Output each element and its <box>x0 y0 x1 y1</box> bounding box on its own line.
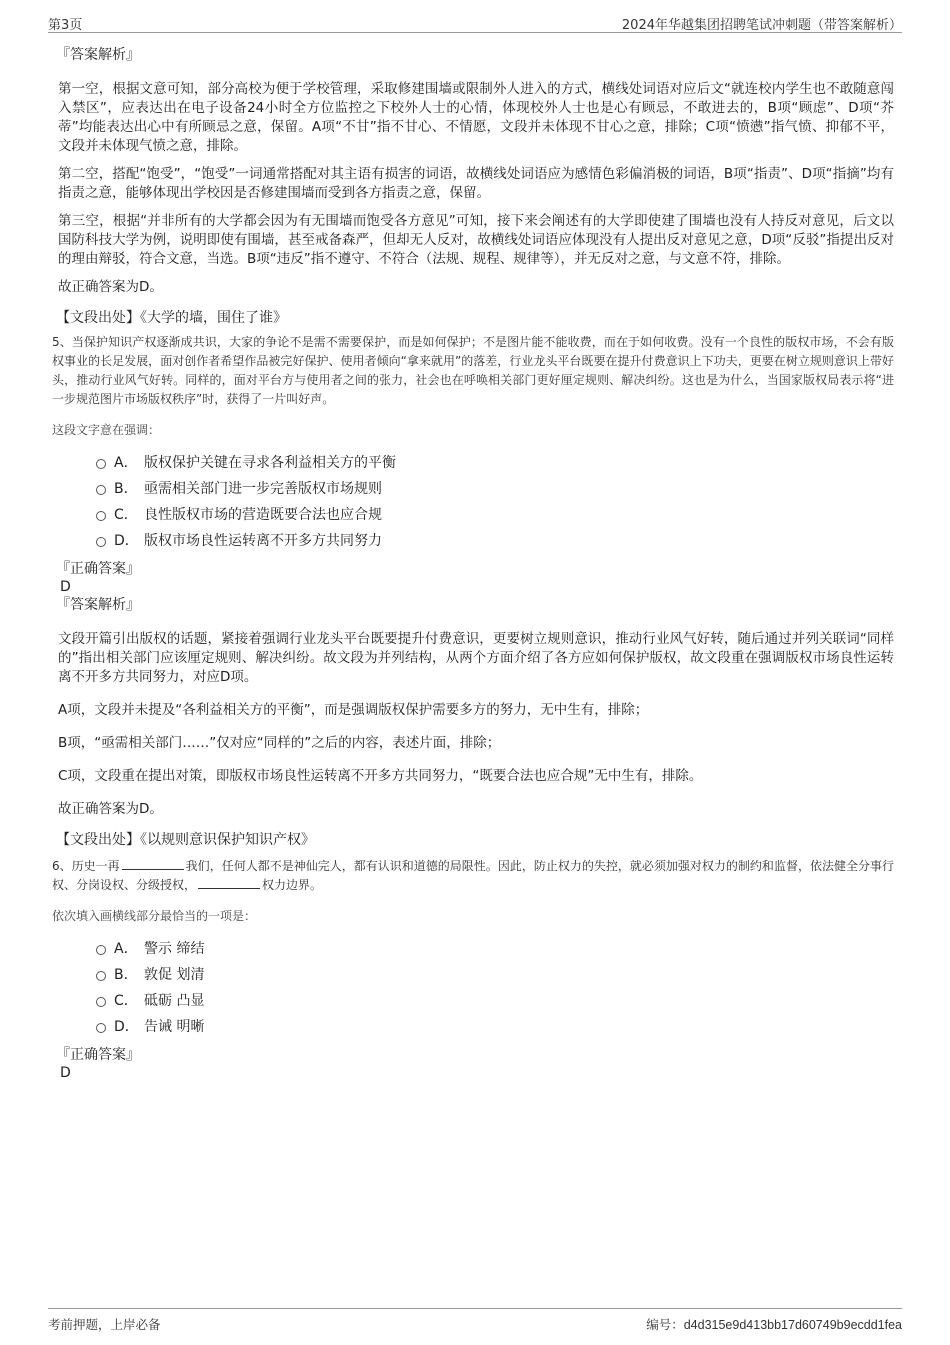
analysis-conclusion: 故正确答案为D。 <box>58 801 163 817</box>
document-id: 编号：d4d315e9d413bb17d60749b9ecdd1fea <box>646 1318 902 1332</box>
correct-answer-label: 『正确答案』 <box>56 1047 140 1063</box>
radio-icon[interactable] <box>96 459 106 469</box>
question-6-prompt: 依次填入画横线部分最恰当的一项是： <box>52 909 257 923</box>
page-number: 第3页 <box>48 18 83 33</box>
page-footer <box>48 1308 902 1333</box>
analysis-paragraph: B项，“亟需相关部门……”仅对应“同样的”之后的内容，表述片面，排除； <box>58 735 501 751</box>
option-d[interactable]: D． 告诫 明晰 <box>96 1014 894 1040</box>
analysis-paragraph: 第一空，根据文意可知，部分高校为便于学校管理，采取修建围墙或限制外人进入的方式，横线处词语对应后文“就连校内学生也不敢随意闯入禁区”，应表达出在电子设备24小时全方位监控之下校外人士的心情，体现校外人士也是心有顾忌，不敢进去的，B项“顾虑”、D项“芥蒂”均能表达出心中有所顾忌之意，保留。A项“不甘”指不甘心、不情愿，文段并未体现不甘心之意，排除；C项“愤懑”指气愤、抑郁不平，文段并未体现气愤之意，排除。 <box>58 81 894 154</box>
option-a[interactable]: A． 警示 缔结 <box>96 936 894 962</box>
analysis-conclusion: 故正确答案为D。 <box>58 279 163 295</box>
source-line <box>56 831 894 849</box>
analysis-paragraph: C项，文段重在提出对策，即版权市场良性运转离不开多方共同努力，“既要合法也应合规”无中生有，排除。 <box>58 768 703 784</box>
correct-answer-value: D <box>60 1065 71 1081</box>
analysis-paragraph: 第三空，根据“并非所有的大学都会因为有无围墙而饱受各方意见”可知，接下来会阐述有的大学即使建了围墙也没有人持反对意见，后文以国防科技大学为例，说明即使有围墙，甚至戒备森严，但却无人反对，故横线处词语应体现没有人提出反对意见之意，D项“反驳”指提出反对的理由辩驳，符合文意，当选。B项“违反”指不遵守、不符合（法规、规程、规律等），并无反对之意，与文意不符，排除。 <box>58 213 894 267</box>
option-c[interactable]: C． 砥砺 凸显 <box>96 988 894 1014</box>
analysis-paragraph: A项，文段并未提及“各利益相关方的平衡”，而是强调版权保护需要多方的努力，无中生有，排除； <box>58 702 649 718</box>
option-b[interactable]: B． 敦促 划清 <box>96 962 894 988</box>
radio-icon[interactable] <box>96 537 106 547</box>
analysis-label: 『答案解析』 <box>56 47 140 63</box>
option-c[interactable]: C． 良性版权市场的营造既要合法也应合规 <box>96 502 894 528</box>
analysis-paragraph: 第二空，搭配“饱受”，“饱受”一词通常搭配对其主语有损害的词语，故横线处词语应为感情色彩偏消极的词语，B项“指责”、D项“指摘”均有指责之意，能够体现出学校因是否修建围墙而受到各方指责之意，保留。 <box>58 166 894 201</box>
correct-answer-value: D <box>60 579 71 595</box>
radio-icon[interactable] <box>96 485 106 495</box>
source-line <box>56 309 894 327</box>
question-6-text: 6、历史一再 我们，任何人都不是神仙完人，都有认识和道德的局限性。因此，防止权力的失控，就必须加强对权力的制约和监督，依法健全分事行权、分岗设权、分级授权， 权力边界。 <box>52 859 894 892</box>
option-d[interactable]: D． 版权市场良性运转离不开多方共同努力 <box>96 528 894 554</box>
radio-icon[interactable] <box>96 511 106 521</box>
question-6-options <box>56 936 894 1040</box>
analysis-paragraph: 文段开篇引出版权的话题，紧接着强调行业龙头平台既要提升付费意识，更要树立规则意识，推动行业风气好转，随后通过并列关联词“同样的”指出相关部门应该厘定规则、解决纠纷。故文段为并列结构，从两个方面介绍了各方应如何保护版权，故文段重在强调版权市场良性运转离不开多方共同努力，对应D项。 <box>58 631 894 685</box>
footer-slogan: 考前押题，上岸必备 <box>48 1317 161 1332</box>
source-title: 《大学的墙，围住了谁》 <box>140 310 287 326</box>
document-title: 2024年华越集团招聘笔试冲刺题（带答案解析） <box>621 18 902 33</box>
radio-icon[interactable] <box>96 997 106 1007</box>
source-title: 《以规则意识保护知识产权》 <box>140 832 315 848</box>
page-header <box>48 10 902 33</box>
radio-icon[interactable] <box>96 971 106 981</box>
source-label: 【文段出处】 <box>56 310 140 326</box>
analysis-label: 『答案解析』 <box>56 597 140 613</box>
correct-answer-label: 『正确答案』 <box>56 561 140 577</box>
option-b[interactable]: B． 亟需相关部门进一步完善版权市场规则 <box>96 476 894 502</box>
source-label: 【文段出处】 <box>56 832 140 848</box>
question-5-options <box>56 450 894 554</box>
radio-icon[interactable] <box>96 1023 106 1033</box>
radio-icon[interactable] <box>96 945 106 955</box>
question-5-prompt: 这段文字意在强调： <box>52 423 161 437</box>
fill-blank-1 <box>122 857 184 870</box>
fill-blank-2 <box>198 876 260 889</box>
option-a[interactable]: A． 版权保护关键在寻求各利益相关方的平衡 <box>96 450 894 476</box>
page-content <box>52 46 894 1082</box>
question-5-text: 5、当保护知识产权逐渐成共识，大家的争论不是需不需要保护，而是如何保护；不是图片能不能收费，而在于如何收费。没有一个良性的版权市场，不会有版权事业的长足发展，面对创作者希望作品被完好保护、使用者倾向“拿来就用”的落差，行业龙头平台既要在提升付费意识上下功夫，更要在树立规则意识上带好头，推动行业风气好转。同样的，面对平台方与使用者之间的张力，社会也在呼唤相关部门更好厘定规则、解决纠纷。这也是为什么，当国家版权局表示将“进一步规范图片市场版权秩序”时，获得了一片叫好声。 <box>52 335 894 406</box>
